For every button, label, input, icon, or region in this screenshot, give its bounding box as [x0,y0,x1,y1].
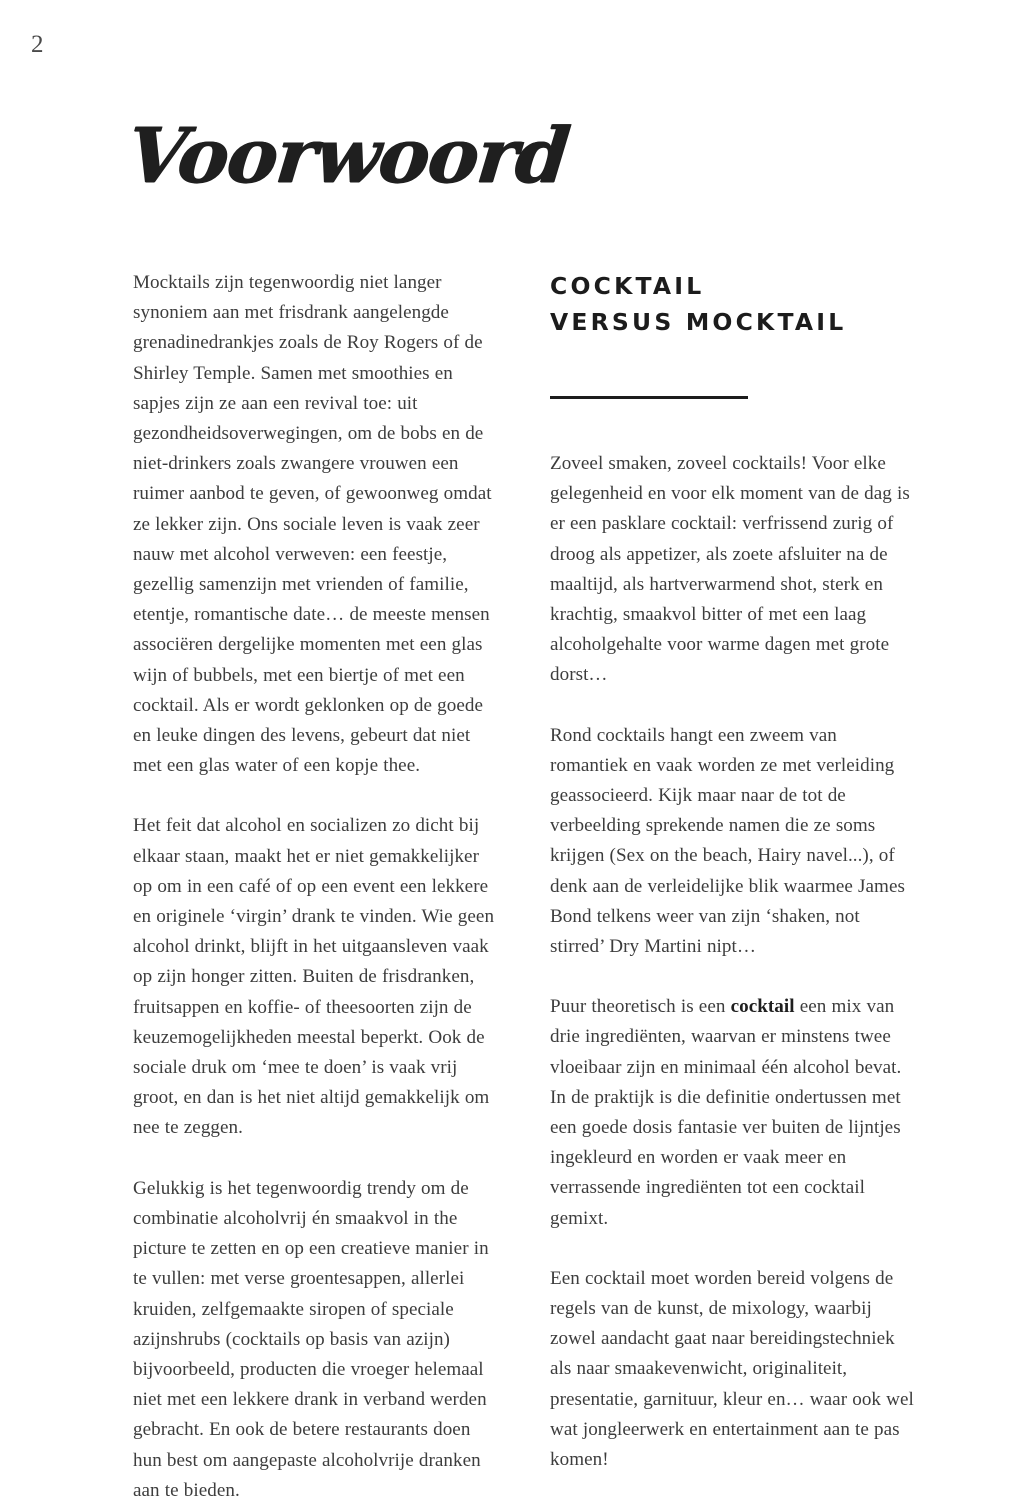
right-text-column [550,268,916,1475]
left-text-column [133,268,503,1506]
paragraph: Mocktails zijn tegenwoordig niet langer synoniem aan met frisdrank aangelengde grenadinedrankjes zoals de Roy Rogers of de Shirley Temple. Samen met smoothies en sapjes zijn ze aan een revival toe: uit gezondheidsoverwegingen, om de bobs en de niet-drinkers zoals zwangere vrouwen een ruimer aanbod te geven, of gewoonweg omdat ze lekker zijn. Ons sociale leven is vaak zeer nauw met alcohol verweven: een feestje, gezellig samenzijn met vrienden of familie, etentje, romantische date… de meeste mensen associëren dergelijke momenten met een glas wijn of bubbels, met een biertje of met een cocktail. Als er wordt geklonken op de goede en leuke dingen des levens, gebeurt dat niet met een glas water of een kopje thee. [133,272,492,777]
paragraph-text: Rond cocktails hangt een zweem van romantiek en vaak worden ze met verleiding geassocieerd. Kijk maar naar de tot de verbeelding sprekende namen die ze soms krijgen (Sex on the beach, Hairy navel...), of denk aan de verleidelijke blik waarmee James Bond telkens weer van zijn ‘shaken, not stirred’ Dry Martini nipt… [550,724,905,958]
paragraph-text: Een cocktail moet worden bereid volgens de regels van de kunst, de mixology, waarbij zowel aandacht gaat naar bereidingstechniek als naar smaakevenwicht, originaliteit, presentatie, garnituur, kleur en… waar ook wel wat jongleerwerk en entertainment aan te pas komen! [550,1267,914,1471]
section-heading-line-1: COCKTAIL [550,272,705,300]
paragraph [550,992,916,1234]
section-heading [550,268,916,340]
paragraph-text: Puur theoretisch is een [550,996,731,1018]
page-number: 2 [31,31,44,58]
heading-rule [550,396,748,399]
right-column-body [550,449,916,1475]
section-heading-line-2: VERSUS MOCKTAIL [550,308,847,336]
paragraph-bold: cocktail [730,996,795,1018]
paragraph [550,1264,916,1475]
page-title: Voorwoord [123,111,573,200]
paragraph [550,449,916,691]
paragraph: Gelukkig is het tegenwoordig trendy om de combinatie alcoholvrij én smaakvol in the picture te zetten en op een creatieve manier in te vullen: met verse groentesappen, allerlei kruiden, zelfgemaakte siropen of speciale azijnshrubs (cocktails op basis van azijn) bijvoorbeeld, producten die vroeger helemaal niet met een lekkere drank in verband werden gebracht. En ook de betere restaurants doen hun best om aangepaste alcoholvrije dranken aan te bieden. [133,1177,489,1501]
paragraph: Het feit dat alcohol en socializen zo dicht bij elkaar staan, maakt het er niet gemakkelijker op om in een café of op een event een lekkere en originele ‘virgin’ drank te vinden. Wie geen alcohol drinkt, blijft in het uitgaansleven vaak op zijn honger zitten. Buiten de frisdranken, fruitsappen en koffie- of theesoorten zijn de keuzemogelijkheden meestal beperkt. Ook de sociale druk om ‘mee te doen’ is vaak vrij groot, en dan is het niet altijd gemakkelijk om nee te zeggen. [133,815,495,1139]
paragraph-text: Zoveel smaken, zoveel cocktails! Voor elke gelegenheid en voor elk moment van de dag is er een pasklare cocktail: verfrissend zurig of droog als appetizer, als zoete afsluiter na de maaltijd, als hartverwarmend shot, sterk en krachtig, smaakvol bitter of met een laag alcoholgehalte voor warme dagen met grote dorst… [550,453,910,686]
paragraph-text-cont: een mix van drie ingrediënten, waarvan er minstens twee vloeibaar zijn en minimaal één alcohol bevat. In de praktijk is die definitie ondertussen met een goede dosis fantasie ver buiten de lijntjes ingekleurd en worden er vaak meer en verrassende ingrediënten tot een cocktail gemixt. [550,996,902,1229]
paragraph [550,721,916,963]
